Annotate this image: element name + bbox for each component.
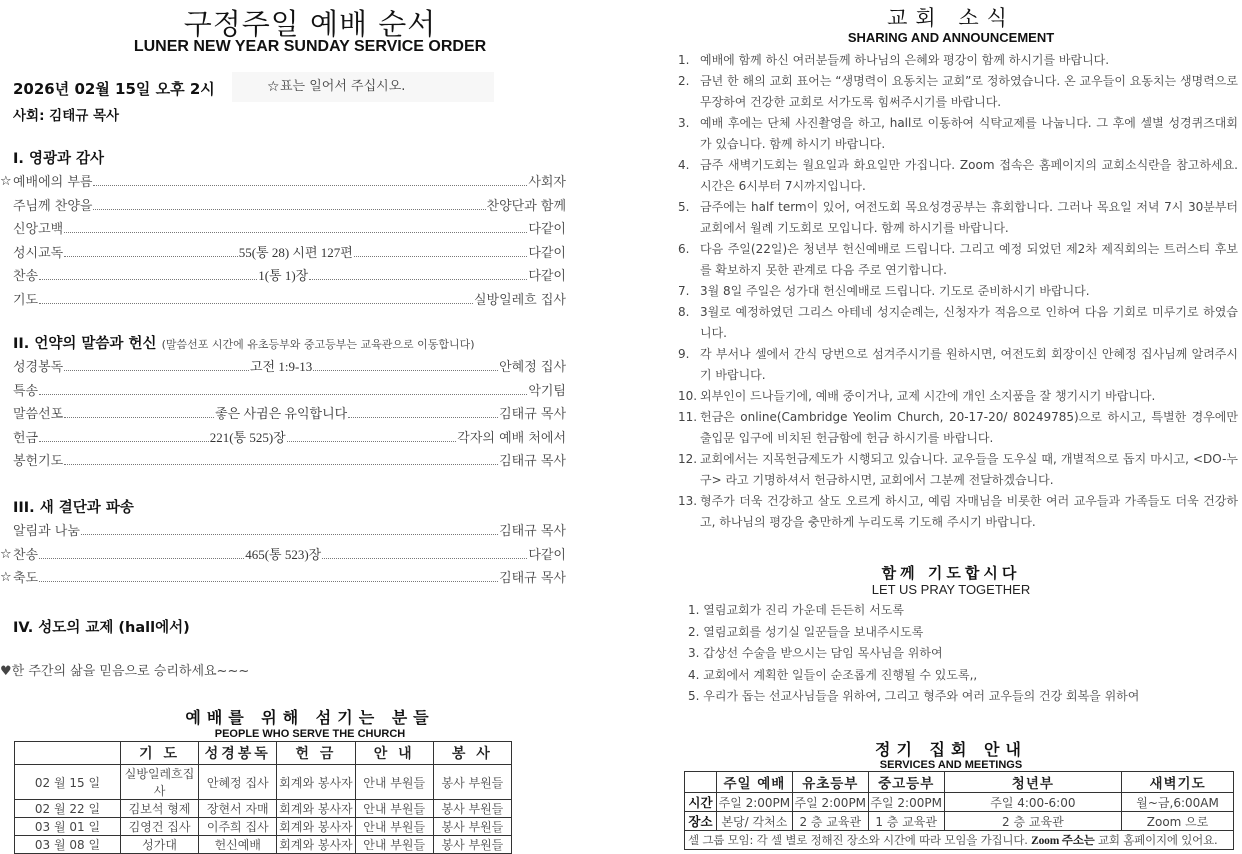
announcement-text: 형주가 더욱 건강하고 살도 오르게 하시고, 예림 자매님을 비롯한 여러 교우들과 가족들도 더욱 건강하고, 하나님의 평강을 충만하게 누리도록 기도해 주시기 바랍니다. xyxy=(700,494,1238,529)
announcement-text: 외부인이 드나들기에, 예배 중이거나, 교제 시간에 개인 소지품을 잘 챙기시기 바랍니다. xyxy=(700,389,1156,403)
order-item-label: 성시교독 xyxy=(13,245,64,261)
prayer-list xyxy=(688,600,1139,708)
order-item-detail: 221(통 525)장 xyxy=(209,429,286,445)
announcement-text: 예배에 함께 하신 여러분들께 하나님의 은혜와 평강이 함께 하시기를 바랍니다. xyxy=(700,53,1110,67)
meetings-table xyxy=(684,771,1234,850)
announcement-text: 헌금은 online(Cambridge Yeolim Church, 20-17-20/ 80249785)으로 하시고, 특별한 경우에만 출입문 입구에 비치된 헌금함에 헌금 하시기를 바랍니다. xyxy=(700,410,1238,445)
servers-title-english: PEOPLE WHO SERVE THE CHURCH xyxy=(214,728,406,740)
service-leader: 사회: 김태규 목사 xyxy=(13,108,120,124)
announcement-number: 2. xyxy=(678,74,690,88)
prayer-item: 3. 갑상선 수술을 받으시는 담임 목사님을 위하여 xyxy=(688,646,943,660)
announcements-list xyxy=(678,50,1238,533)
section-heading xyxy=(13,496,134,517)
dot-leader xyxy=(39,441,209,442)
order-item xyxy=(13,194,566,214)
meetings-note-suffix: 교회 홈페이지에 있어요. xyxy=(1097,833,1218,847)
table-cell: 안내 부원들 xyxy=(355,765,433,800)
meetings-note xyxy=(685,831,1234,850)
section-heading xyxy=(13,332,475,353)
order-item-detail: 좋은 사귐은 유익합니다 xyxy=(215,406,348,421)
order-item xyxy=(13,519,566,539)
section-title: IV. 성도의 교제 (hall에서) xyxy=(13,620,190,636)
prayer-item: 4. 교회에서 계획한 일들이 순조롭게 진행될 수 있도록,, xyxy=(688,667,978,682)
order-item-person: 김태규 목사 xyxy=(499,524,566,539)
announcement-number: 6. xyxy=(678,242,690,256)
order-item-label: 말씀선포 xyxy=(13,407,64,422)
announcement-number: 5. xyxy=(678,200,690,214)
order-item-person: 사회자 xyxy=(528,175,566,190)
order-item-label: 신앙고백 xyxy=(13,222,64,237)
table-cell: 회계와 봉사자 xyxy=(277,765,355,800)
section-title: III. 새 결단과 파송 xyxy=(13,500,134,516)
announcement-text: 금주에는 half term이 있어, 여전도회 목요성경공부는 휴회합니다. 그러나 목요일 저녁 7시 30분부터 교회에서 월례 기도회로 모입니다. 함께 하시기를 바랍니다. xyxy=(700,200,1238,235)
table-row xyxy=(15,800,512,818)
order-item xyxy=(13,217,566,237)
order-item xyxy=(13,288,566,308)
meetings-table-header xyxy=(685,772,1234,793)
dot-leader xyxy=(93,185,527,186)
table-cell: 김영건 집사 xyxy=(120,818,198,836)
order-item-label: 찬송 xyxy=(13,269,39,284)
table-cell: 안내 부원들 xyxy=(355,836,433,854)
table-row xyxy=(685,793,1234,812)
meetings-header-cell: 중고등부 xyxy=(868,772,944,793)
section-title: II. 언약의 말씀과 헌신 xyxy=(13,336,157,352)
dot-leader xyxy=(64,232,527,233)
announcement-text: 교회에서는 지목헌금제도가 시행되고 있습니다. 교우들을 도우실 때, 개별적으로 돕지 마시고, <DO-누구> 라고 기명하셔서 헌금하시면, 교회에서 그분께 전달하겠습니다. xyxy=(700,452,1238,487)
order-item-label: 찬송 xyxy=(13,547,39,563)
order-item-person: 다같이 xyxy=(528,222,566,237)
announcement-number: 3. xyxy=(678,116,690,130)
table-cell: 헌신예배 xyxy=(199,836,277,854)
order-item xyxy=(13,402,566,422)
title-english: LUNER NEW YEAR SUNDAY SERVICE ORDER xyxy=(133,38,487,55)
table-cell: 안내 부원들 xyxy=(355,800,433,818)
table-cell: 2 층 교육관 xyxy=(792,812,868,831)
table-cell: Zoom 으로 xyxy=(1122,812,1234,831)
star-icon: ☆ xyxy=(0,174,12,189)
order-item-person: 악기팀 xyxy=(528,383,566,399)
table-cell: 안혜정 집사 xyxy=(199,765,277,800)
dot-leader xyxy=(64,256,237,257)
dot-leader xyxy=(39,581,498,582)
dot-leader xyxy=(322,558,527,559)
announcement-item xyxy=(678,281,1238,302)
servers-header-cell: 기 도 xyxy=(120,742,198,765)
table-cell: 2 층 교육관 xyxy=(944,812,1122,831)
table-cell: 03 월 01 일 xyxy=(15,818,121,836)
order-item-person: 다같이 xyxy=(528,269,566,284)
announcement-item xyxy=(678,407,1238,449)
announcement-item xyxy=(678,71,1238,113)
order-item-person: 다같이 xyxy=(528,547,566,563)
announcement-text: 다음 주일(22일)은 청년부 헌신예배로 드립니다. 그리고 예정 되었던 제2차 제직회의는 트러스티 후보를 확보하지 못한 관계로 다음 주로 연기합니다. xyxy=(700,242,1238,277)
table-cell: 03 월 08 일 xyxy=(15,836,121,854)
order-item-person: 김태규 목사 xyxy=(499,407,567,422)
dot-leader xyxy=(64,417,214,418)
order-item xyxy=(13,426,566,446)
closing-line: ♥한 주간의 삶을 믿음으로 승리하세요~~~ xyxy=(0,664,250,679)
announcements-title-english: SHARING AND ANNOUNCEMENT xyxy=(847,30,1055,45)
order-item-label: 알림과 나눔 xyxy=(13,524,80,539)
dot-leader xyxy=(39,394,527,395)
announcement-number: 10. xyxy=(678,389,698,403)
order-item-person: 안혜정 집사 xyxy=(499,360,567,375)
prayer-title-korean: 함께 기도합시다 xyxy=(881,564,1021,582)
order-item xyxy=(13,241,566,261)
table-cell: 본당/ 각처소 xyxy=(716,812,792,831)
announcement-number: 9. xyxy=(678,347,690,361)
order-item-person: 실방일레흐 집사 xyxy=(473,292,566,308)
table-cell: 회계와 봉사자 xyxy=(277,836,355,854)
announcement-item xyxy=(678,491,1238,533)
section-heading xyxy=(13,147,104,168)
table-cell: 주일 2:00PM xyxy=(868,793,944,812)
announcement-number: 8. xyxy=(678,305,690,319)
order-item-person: 김태규 목사 xyxy=(499,571,566,586)
order-item-detail: 55(통 28) 시편 127편 xyxy=(238,244,353,260)
table-cell: 봉사 부원들 xyxy=(433,800,511,818)
servers-table-header xyxy=(15,742,512,765)
standing-note xyxy=(232,72,494,102)
table-cell: 장현서 자매 xyxy=(199,800,277,818)
order-item xyxy=(13,379,566,399)
order-item xyxy=(13,355,566,375)
servers-header-cell: 성경봉독 xyxy=(199,742,277,765)
table-row xyxy=(15,765,512,800)
table-cell: 봉사 부원들 xyxy=(433,765,511,800)
announcement-item xyxy=(678,344,1238,386)
standing-note-text: 표는 일어서 주십시오. xyxy=(280,79,406,94)
dot-leader xyxy=(354,256,527,257)
dot-leader xyxy=(348,417,498,418)
table-cell: 월~금,6:00AM xyxy=(1122,793,1234,812)
dot-leader xyxy=(64,370,249,371)
star-icon: ☆ xyxy=(267,79,280,95)
order-item-person: 각자의 예배 처에서 xyxy=(457,430,567,446)
prayer-item: 5. 우리가 돕는 선교사님들을 위하여, 그리고 형주와 여러 교우들의 건강 회복을 위하여 xyxy=(688,689,1140,703)
meetings-header-cell: 주일 예배 xyxy=(716,772,792,793)
announcement-text: 3월로 예정하였던 그리스 아테네 성지순례는, 신청자가 적음으로 인하여 다음 기회로 미루기로 하였습니다. xyxy=(700,305,1238,340)
dot-leader xyxy=(93,209,485,210)
announcement-text: 각 부서나 셀에서 간식 당번으로 섬겨주시기를 원하시면, 여전도회 회장이신 안혜정 집사님께 알려주시기 바랍니다. xyxy=(700,347,1238,382)
order-item-label: 특송 xyxy=(13,383,39,399)
meetings-header-cell xyxy=(685,772,717,793)
star-icon: ☆ xyxy=(0,570,12,585)
announcement-item xyxy=(678,239,1238,281)
meetings-note-zoom: Zoom 주소는 xyxy=(1031,835,1095,847)
row-header-cell: 시간 xyxy=(685,793,717,812)
order-item-detail: 1(통 1)장 xyxy=(258,268,309,283)
table-cell: 02 월 15 일 xyxy=(15,765,121,800)
order-item xyxy=(13,449,566,469)
order-item-label: 헌금 xyxy=(13,430,39,446)
order-item xyxy=(0,543,566,563)
servers-header-cell xyxy=(15,742,121,765)
order-item-detail: 고전 1:9-13 xyxy=(250,359,313,374)
table-cell: 02 월 22 일 xyxy=(15,800,121,818)
title-korean: 구정주일 예배 순서 xyxy=(183,7,437,41)
announcement-item xyxy=(678,302,1238,344)
servers-header-cell: 안 내 xyxy=(355,742,433,765)
announcement-text: 3월 8일 주일은 성가대 헌신예배로 드립니다. 기도로 준비하시기 바랍니다. xyxy=(700,284,1090,298)
meetings-title-english: SERVICES AND MEETINGS xyxy=(879,759,1023,771)
table-cell: 이주희 집사 xyxy=(199,818,277,836)
table-cell: 실방일레흐집사 xyxy=(120,765,198,800)
order-item xyxy=(0,566,566,586)
announcements-title-korean: 교회 소식 xyxy=(887,6,1015,30)
table-cell: 주일 4:00-6:00 xyxy=(944,793,1122,812)
dot-leader xyxy=(39,558,244,559)
order-item-person: 김태규 목사 xyxy=(499,454,566,469)
dot-leader xyxy=(81,534,498,535)
table-cell: 회계와 봉사자 xyxy=(277,818,355,836)
section-heading xyxy=(13,616,190,637)
order-item-person: 다같이 xyxy=(528,245,566,261)
table-row xyxy=(15,836,512,854)
prayer-item: 1. 열림교회가 진리 가운데 든든히 서도록 xyxy=(688,603,904,617)
announcement-item xyxy=(678,155,1238,197)
announcement-number: 4. xyxy=(678,158,690,172)
section-title: I. 영광과 감사 xyxy=(13,151,105,167)
order-item-label: 기도 xyxy=(13,292,39,308)
table-cell: 회계와 봉사자 xyxy=(277,800,355,818)
section-subtitle: (말씀선포 시간에 유초등부와 중고등부는 교육관으로 이동합니다) xyxy=(161,338,475,351)
meetings-title-korean: 정기 집회 안내 xyxy=(875,740,1027,759)
table-cell: 성가대 xyxy=(120,836,198,854)
dot-leader xyxy=(313,370,498,371)
table-row xyxy=(15,818,512,836)
table-row xyxy=(685,812,1234,831)
announcement-item xyxy=(678,113,1238,155)
announcement-number: 7. xyxy=(678,284,690,298)
table-cell: 1 층 교육관 xyxy=(868,812,944,831)
table-cell: 봉사 부원들 xyxy=(433,836,511,854)
announcement-number: 11. xyxy=(678,410,698,424)
order-item-label: 축도 xyxy=(13,571,39,586)
dot-leader xyxy=(309,279,527,280)
order-item-label: 예배에의 부름 xyxy=(13,175,93,190)
dot-leader xyxy=(39,279,257,280)
table-cell: 주일 2:00PM xyxy=(716,793,792,812)
order-item-label: 성경봉독 xyxy=(13,360,64,375)
meetings-header-cell: 새벽기도 xyxy=(1122,772,1234,793)
order-item-label: 주님께 찬양을 xyxy=(13,198,93,214)
announcement-text: 금년 한 해의 교회 표어는 “생명력이 요동치는 교회”로 정하였습니다. 온 교우들이 요동치는 생명력으로 무장하여 건강한 교회로 서가도록 힘써주시기를 바랍니다. xyxy=(700,74,1238,109)
order-item xyxy=(0,170,566,190)
meetings-note-text: 셀 그룹 모임: 각 셀 별로 정해진 장소와 시간에 따라 모임을 가집니다. xyxy=(688,833,1028,847)
order-item-label: 봉헌기도 xyxy=(13,454,64,469)
announcement-item xyxy=(678,386,1238,407)
order-item-person: 찬양단과 함께 xyxy=(486,198,566,214)
announcement-text: 예배 후에는 단체 사진촬영을 하고, hall로 이동하여 식탁교제를 나눕니다. 그 후에 셀별 성경퀴즈대회가 있습니다. 함께 하시기 바랍니다. xyxy=(700,116,1238,151)
table-cell: 김보석 형제 xyxy=(120,800,198,818)
table-cell: 주일 2:00PM xyxy=(792,793,868,812)
announcement-text: 금주 새벽기도회는 월요일과 화요일만 가집니다. Zoom 접속은 홈페이지의 교회소식란을 참고하세요. 시간은 6시부터 7시까지입니다. xyxy=(700,158,1238,193)
prayer-title-english: LET US PRAY TOGETHER xyxy=(871,582,1031,597)
service-datetime: 2026년 02월 15일 오후 2시 xyxy=(13,80,215,98)
table-cell: 봉사 부원들 xyxy=(433,818,511,836)
star-icon: ☆ xyxy=(0,546,12,562)
table-cell: 안내 부원들 xyxy=(355,818,433,836)
servers-header-cell: 봉 사 xyxy=(433,742,511,765)
order-item xyxy=(13,264,566,284)
dot-leader xyxy=(39,303,473,304)
announcement-number: 12. xyxy=(678,452,698,466)
servers-table xyxy=(14,741,512,854)
announcement-item xyxy=(678,449,1238,491)
dot-leader xyxy=(287,441,457,442)
announcement-number: 1. xyxy=(678,53,690,67)
prayer-item: 2. 열림교회를 성기실 일꾼들을 보내주시도록 xyxy=(688,624,924,639)
dot-leader xyxy=(64,464,498,465)
servers-header-cell: 헌 금 xyxy=(277,742,355,765)
order-item-detail: 465(통 523)장 xyxy=(245,546,322,562)
announcement-item xyxy=(678,50,1238,71)
meetings-note-row xyxy=(685,831,1234,850)
row-header-cell: 장소 xyxy=(685,812,717,831)
announcement-number: 13. xyxy=(678,494,698,508)
meetings-header-cell: 유초등부 xyxy=(792,772,868,793)
servers-title-korean: 예배를 위해 섬기는 분들 xyxy=(185,708,435,727)
meetings-header-cell: 청년부 xyxy=(944,772,1122,793)
announcement-item xyxy=(678,197,1238,239)
